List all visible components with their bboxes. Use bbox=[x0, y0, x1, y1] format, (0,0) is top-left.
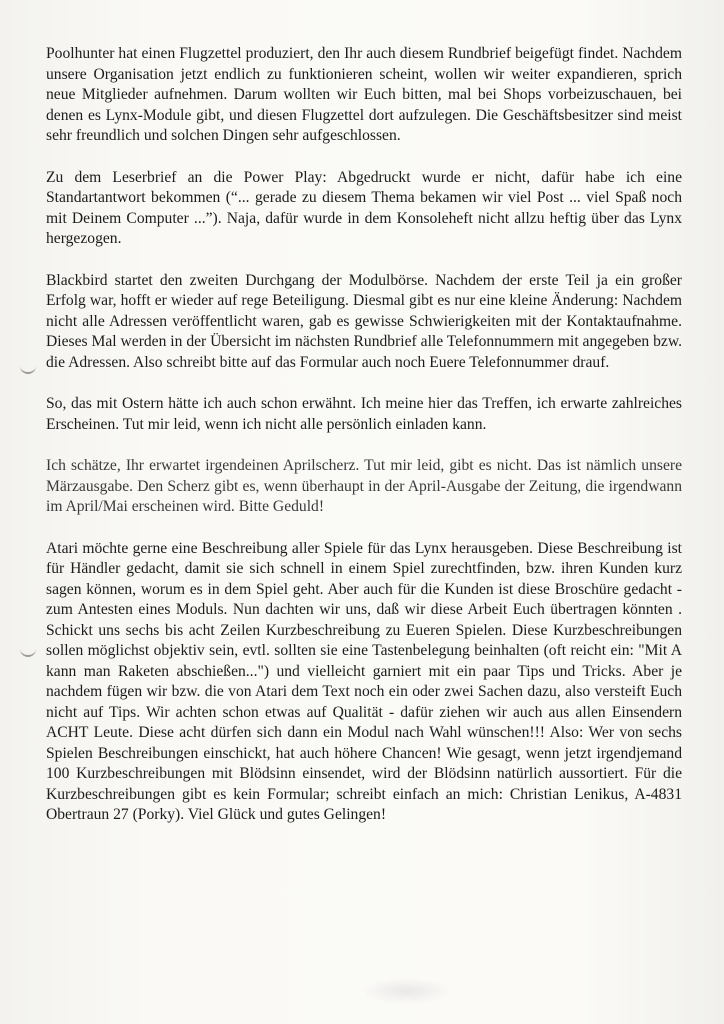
punch-hole-mark bbox=[20, 647, 36, 657]
paragraph-module-exchange: Blackbird startet den zweiten Durchgang der Modulbörse. Nachdem der erste Teil ja ein großer Erfolg war, hofft er wieder auf rege Beteiligung. Diesmal gibt es nur eine kleine Änderung: Nachdem nicht alle Adressen veröffentlicht waren, gab es gewisse Schwierigkeiten mit der Kontaktaufnahme. Dieses Mal werden in der Übersicht im nächsten Rundbrief alle Telefonnummern mit angegeben bzw. die Adressen. Also schreibt bitte auf das Formular auch noch Euere Telefonnummer drauf. bbox=[46, 271, 682, 371]
paragraph-power-play-letter: Zu dem Leserbrief an die Power Play: Abgedruckt wurde er nicht, dafür habe ich eine Standartantwort bekommen (“... gerade zu diesem Thema bekamen wir viel Post ... viel Spaß noch mit Deinem Computer ...”). Naja, dafür wurde in dem Konsoleheft nicht allzu heftig über das Lynx hergezogen. bbox=[46, 168, 682, 247]
paragraph-easter-meeting: So, das mit Ostern hätte ich auch schon erwähnt. Ich meine hier das Treffen, ich erwarte zahlreiches Erscheinen. Tut mir leid, wenn ich nicht alle persönlich einladen kann. bbox=[46, 395, 682, 433]
document-body bbox=[46, 44, 682, 847]
paragraph-game-descriptions: Atari möchte gerne eine Beschreibung aller Spiele für das Lynx herausgeben. Diese Beschreibung ist für Händler gedacht, damit sie sich schnell in einem Spiel zurechtfinden, bzw. ihren Kunden kurz sagen können, worum es in dem Spiel geht. Aber auch für die Kunden ist diese Broschüre gedacht - zum Antesten eines Moduls. Nun dachten wir uns, daß wir diese Arbeit Euch übertragen könnten . Schickt uns sechs bis acht Zeilen Kurzbeschreibung zu Eueren Spielen. Diese Kurzbeschreibungen sollen möglichst objektiv sein, evtl. sollten sie eine Tastenbelegung beinhalten (oft reicht ein: "Mit A kann man Raketen abschießen...") und vielleicht garniert mit ein paar Tips und Tricks. Aber je nachdem fügen wir bzw. die von Atari dem Text noch ein oder zwei Sachen dazu, also versteift Euch nicht auf Tips. Wir achten schon etwas auf Qualität - dafür ziehen wir auch aus allen Einsendern ACHT Leute. Diese acht dürfen sich dann ein Modul nach Wahl wünschen!!! Also: Wer von sechs Spielen Beschreibungen einschickt, hat auch höhere Chancen! Wie gesagt, wenn jetzt irgendjemand 100 Kurzbeschreibungen mit Blödsinn einsendet, wird der Blödsinn natürlich aussortiert. Für die Kurzbeschreibungen gibt es kein Formular; schreibt einfach an mich: Christian Lenikus, A-4831 Obertraun 27 (Porky). Viel Glück und gutes Gelingen! bbox=[46, 539, 682, 823]
paragraph-flyer: Poolhunter hat einen Flugzettel produziert, den Ihr auch diesem Rundbrief beigefügt findet. Nachdem unsere Organisation jetzt endlich zu funktionieren scheint, wollen wir weiter expandieren, sprich neue Mitglieder aufnehmen. Darum wollten wir Euch bitten, mal bei Shops vorbeizuschauen, bei denen es Lynx-Module gibt, und diesen Flugzettel dort aufzulegen. Die Geschäftsbesitzer sind meist sehr freundlich und solchen Dingen sehr aufgeschlossen. bbox=[46, 45, 682, 144]
paragraph-april-joke: Ich schätze, Ihr erwartet irgendeinen Aprilscherz. Tut mir leid, gibt es nicht. Das ist nämlich unsere Märzausgabe. Den Scherz gibt es, wenn überhaupt in der April-Ausgabe der Zeitung, die irgendwann im April/Mai erscheinen wird. Bitte Geduld! bbox=[46, 457, 682, 515]
punch-hole-mark bbox=[20, 364, 36, 374]
scan-smudge bbox=[362, 978, 452, 1004]
